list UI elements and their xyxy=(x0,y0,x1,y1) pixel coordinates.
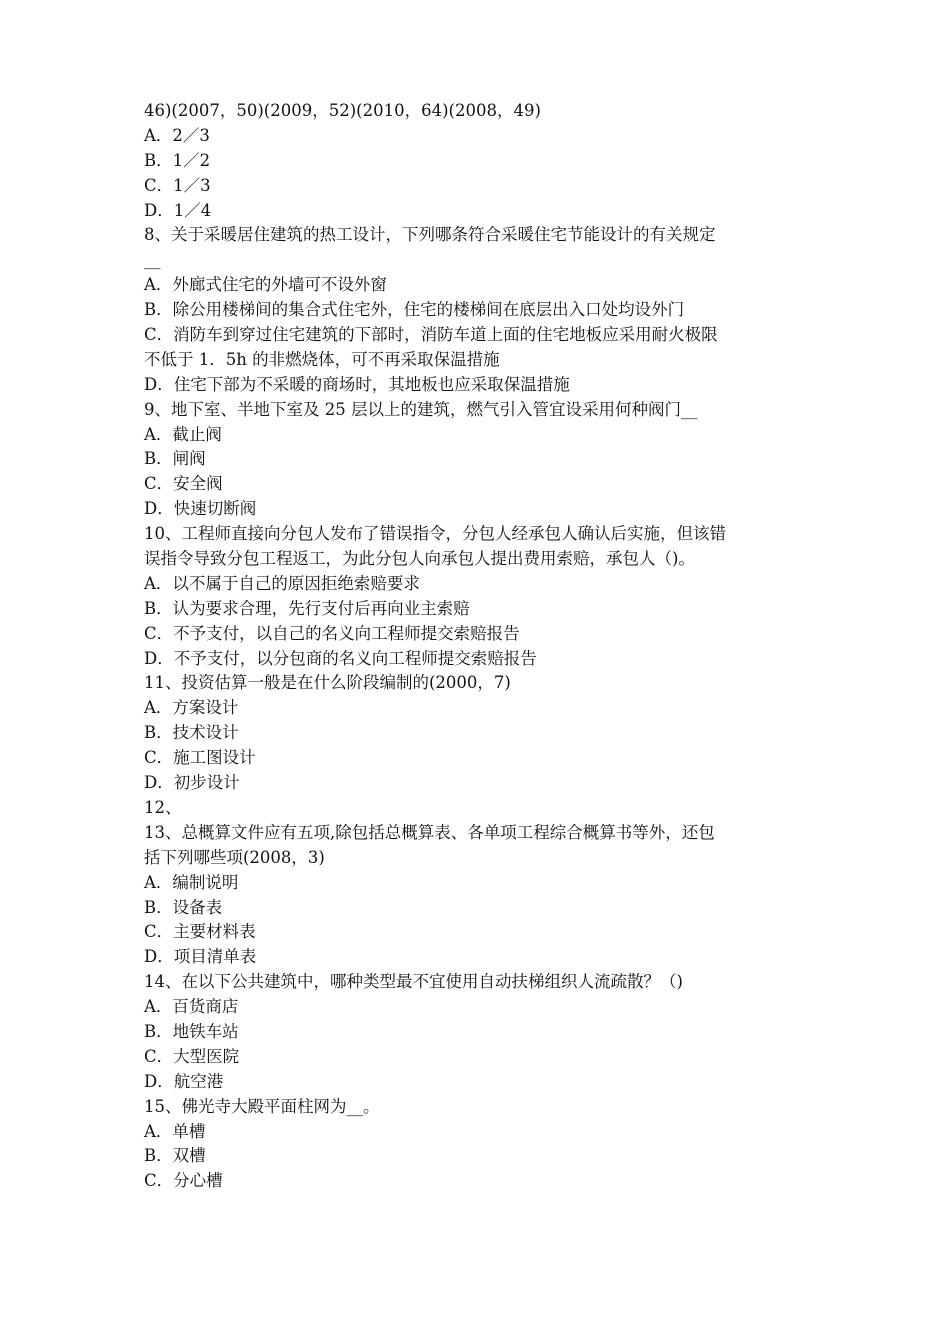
option-line: B．设备表 xyxy=(144,897,223,917)
option-line: B．双槽 xyxy=(144,1146,206,1166)
option-line: C．主要材料表 xyxy=(144,922,256,942)
document-body xyxy=(144,99,814,1194)
option-line: A．2／3 xyxy=(144,125,210,145)
option-line: C．1／3 xyxy=(144,175,211,195)
option-line: A．百货商店 xyxy=(144,997,239,1017)
option-line: B．地铁车站 xyxy=(144,1021,239,1041)
option-line: B．1／2 xyxy=(144,150,211,170)
question-line: 11、投资估算一般是在什么阶段编制的(2000，7) xyxy=(144,673,511,693)
option-line: D．快速切断阀 xyxy=(144,499,257,519)
question-line: 46)(2007，50)(2009，52)(2010，64)(2008，49) xyxy=(144,101,541,120)
option-line: B．技术设计 xyxy=(144,723,239,743)
option-line: A．方案设计 xyxy=(144,698,239,718)
option-line: D．初步设计 xyxy=(144,773,240,793)
question-line: 13、总概算文件应有五项,除包括总概算表、各单项工程综合概算书等外，还包 xyxy=(144,822,715,842)
option-line: C．消防车到穿过住宅建筑的下部时，消防车道上面的住宅地板应采用耐火极限 xyxy=(144,325,718,345)
text-line: 不低于 1．5h 的非燃烧体，可不再采取保温措施 xyxy=(144,349,500,369)
text-line: 误指令导致分包工程返工，为此分包人向承包人提出费用索赔，承包人（)。 xyxy=(144,549,695,569)
option-line: B．除公用楼梯间的集合式住宅外，住宅的楼梯间在底层出入口处均设外门 xyxy=(144,300,685,320)
option-line: A．编制说明 xyxy=(144,872,239,892)
option-line: C．分心槽 xyxy=(144,1171,223,1191)
option-line: A．单槽 xyxy=(144,1121,206,1141)
question-line: 9、地下室、半地下室及 25 层以上的建筑，燃气引入管宜设采用何种阀门__ xyxy=(144,399,698,419)
option-line: C．大型医院 xyxy=(144,1046,240,1066)
option-line: B．认为要求合理，先行支付后再向业主索赔 xyxy=(144,598,470,618)
option-line: C．不予支付，以自己的名义向工程师提交索赔报告 xyxy=(144,623,520,643)
option-line: D．项目清单表 xyxy=(144,947,257,967)
option-line: D．住宅下部为不采暖的商场时，其地板也应采取保温措施 xyxy=(144,374,570,394)
question-line: 14、在以下公共建筑中，哪种类型最不宜使用自动扶梯组织人流疏散？（) xyxy=(144,972,683,992)
option-line: D．1／4 xyxy=(144,200,212,220)
question-line: 12、 xyxy=(144,797,182,817)
question-line: 10、工程师直接向分包人发布了错误指令，分包人经承包人确认后实施，但该错 xyxy=(144,524,726,544)
option-line: C．施工图设计 xyxy=(144,748,256,768)
option-line: A．截止阀 xyxy=(144,424,222,444)
text-line: 括下列哪些项(2008，3) xyxy=(144,847,325,867)
option-line: A．外廊式住宅的外墙可不设外窗 xyxy=(144,275,387,295)
option-line: D．航空港 xyxy=(144,1071,224,1091)
option-line: B．闸阀 xyxy=(144,449,206,469)
question-line: 15、佛光寺大殿平面柱网为__。 xyxy=(144,1096,380,1116)
text-line: __ xyxy=(144,250,161,270)
option-line: C．安全阀 xyxy=(144,474,223,494)
option-line: D．不予支付，以分包商的名义向工程师提交索赔报告 xyxy=(144,648,537,668)
option-line: A．以不属于自己的原因拒绝索赔要求 xyxy=(144,573,420,593)
question-line: 8、关于采暖居住建筑的热工设计，下列哪条符合采暖住宅节能设计的有关规定 xyxy=(144,225,716,245)
